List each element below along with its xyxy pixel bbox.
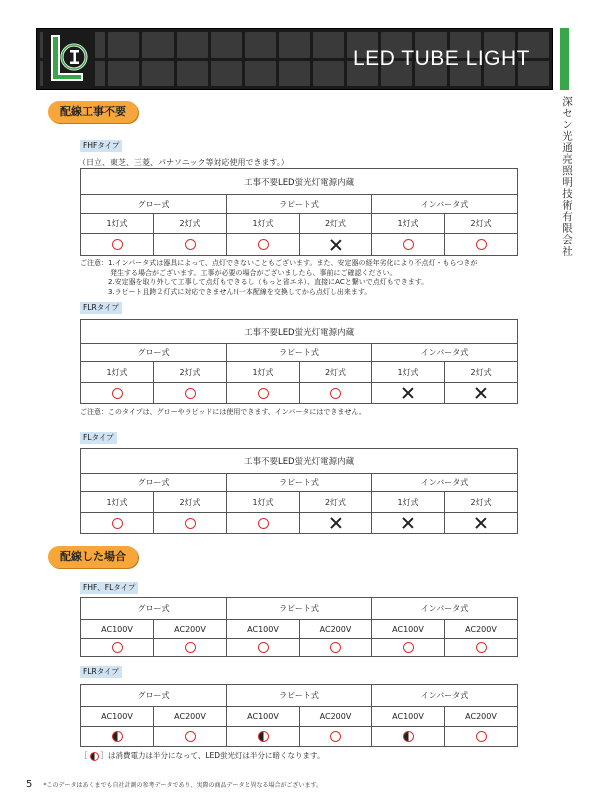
- circle-ok-icon: [112, 518, 123, 529]
- compat-cell: [445, 727, 518, 747]
- circle-ok-icon: [476, 239, 487, 250]
- circle-ok-icon: [330, 642, 341, 653]
- fhf-intro-text: （日立、東芝、三菱、パナソニック等対応使用できます。）: [78, 158, 289, 167]
- compat-cell: [300, 727, 372, 747]
- group-inverter: インバータ式: [372, 344, 518, 362]
- compat-cell: [81, 639, 154, 657]
- sub-header-cell: 1灯式: [81, 362, 154, 383]
- compat-cell: [372, 639, 445, 657]
- circle-ok-icon: [112, 239, 123, 250]
- compat-cell: [227, 513, 300, 534]
- circle-ok-icon: [258, 388, 269, 399]
- compat-cell: [227, 234, 300, 256]
- compat-cell: [300, 234, 372, 256]
- group-rapid: ラピート式: [227, 685, 372, 707]
- flr-note: ご注意：このタイプは、グローやラピッドには使用できます、インバータにはできません。: [80, 408, 366, 416]
- cross-ng-icon: [330, 239, 342, 251]
- sub-header-cell: 1灯式: [227, 214, 300, 234]
- note-line: ご注意：1.インバータ式は器具によって、点灯できないこともございます。また、安定器の経年劣化により不点灯・もらつきが: [80, 259, 478, 267]
- sub-header-cell: 1灯式: [227, 362, 300, 383]
- compat-cell: [372, 234, 445, 256]
- sub-header-cell: AC200V: [445, 620, 518, 639]
- type-label-fl: FLタイプ: [80, 432, 117, 444]
- circle-ok-icon: [185, 388, 196, 399]
- compat-cell: [445, 639, 518, 657]
- group-inverter: インバータ式: [372, 685, 518, 707]
- sub-header-cell: AC100V: [81, 620, 154, 639]
- circle-ok-icon: [112, 642, 123, 653]
- group-glow: グロー式: [81, 195, 227, 214]
- half-circle-icon: [90, 752, 99, 761]
- sub-header-cell: 2灯式: [300, 492, 372, 513]
- circle-ok-icon: [112, 388, 123, 399]
- circle-ok-icon: [258, 239, 269, 250]
- compat-cell: [81, 727, 154, 747]
- sub-header-cell: AC200V: [154, 620, 227, 639]
- page-number: 5: [26, 779, 33, 790]
- compat-cell: [81, 234, 154, 256]
- cross-ng-icon: [475, 517, 487, 529]
- circle-ok-icon: [185, 239, 196, 250]
- half-circle-icon: [403, 731, 414, 742]
- compat-cell: [300, 513, 372, 534]
- group-glow: グロー式: [81, 344, 227, 362]
- group-inverter: インバータ式: [372, 195, 518, 214]
- compat-cell: [81, 383, 154, 404]
- sub-header-cell: AC100V: [372, 620, 445, 639]
- sub-header-cell: 1灯式: [227, 492, 300, 513]
- section-label-with-wiring: 配線した場合: [48, 546, 138, 568]
- type-label-fhf: FHFタイプ: [80, 140, 122, 152]
- group-inverter: インバータ式: [372, 598, 518, 620]
- cross-ng-icon: [475, 387, 487, 399]
- type-label-flr: FLRタイプ: [80, 302, 122, 314]
- company-logo-icon: [43, 31, 95, 87]
- group-inverter: インバータ式: [372, 474, 518, 492]
- circle-ok-icon: [476, 642, 487, 653]
- sub-header-cell: AC200V: [154, 707, 227, 727]
- sub-header-cell: 2灯式: [300, 214, 372, 234]
- section-label-no-wiring: 配線工事不要: [48, 101, 138, 123]
- cross-ng-icon: [402, 387, 414, 399]
- circle-ok-icon: [185, 518, 196, 529]
- flr-spec-table: [80, 319, 518, 404]
- circle-ok-icon: [185, 731, 196, 742]
- circle-ok-icon: [330, 731, 341, 742]
- circle-ok-icon: [258, 518, 269, 529]
- circle-ok-icon: [403, 239, 414, 250]
- group-rapid: ラピート式: [227, 474, 372, 492]
- sub-header-cell: 1灯式: [372, 362, 445, 383]
- sub-header-cell: AC200V: [300, 707, 372, 727]
- sub-header-cell: 1灯式: [372, 492, 445, 513]
- circle-ok-icon: [258, 642, 269, 653]
- compat-cell: [154, 639, 227, 657]
- sub-header-cell: 2灯式: [154, 492, 227, 513]
- fl-spec-table: [80, 448, 518, 534]
- compat-cell: [227, 383, 300, 404]
- sub-header-cell: AC200V: [300, 620, 372, 639]
- compat-cell: [372, 513, 445, 534]
- circle-ok-icon: [476, 731, 487, 742]
- compat-cell: [372, 727, 445, 747]
- table-title: 工事不要LED蛍光灯電源内蔵: [81, 320, 518, 344]
- compat-cell: [445, 234, 518, 256]
- company-name-vertical: 深セン光通亮照明技術有限会社: [561, 96, 573, 257]
- sub-header-cell: 2灯式: [445, 214, 518, 234]
- header-banner: [36, 28, 553, 90]
- sub-header-cell: AC100V: [81, 707, 154, 727]
- green-accent-bar: [560, 28, 569, 90]
- sub-header-cell: 1灯式: [81, 214, 154, 234]
- sub-header-cell: AC100V: [227, 620, 300, 639]
- sub-header-cell: 1灯式: [81, 492, 154, 513]
- fhf-fl-wired-table: [80, 597, 518, 657]
- table-title: 工事不要LED蛍光灯電源内蔵: [81, 169, 518, 195]
- compat-cell: [154, 727, 227, 747]
- compat-cell: [372, 383, 445, 404]
- compat-cell: [154, 234, 227, 256]
- note-line: 発生する場合がございます。工事が必要の場合がございましたら、事前にご確認ください。: [110, 268, 397, 277]
- group-rapid: ラピート式: [227, 598, 372, 620]
- sub-header-cell: AC200V: [445, 707, 518, 727]
- sub-header-cell: 2灯式: [445, 362, 518, 383]
- note-line: 3.ラピート且跨２灯式に対応できません!(一本配線を交換してから点灯し出来ます。: [108, 287, 372, 296]
- flr-wired-table: [80, 684, 518, 747]
- compat-cell: [154, 383, 227, 404]
- sub-header-cell: 2灯式: [300, 362, 372, 383]
- sub-header-cell: 2灯式: [154, 362, 227, 383]
- sub-header-cell: 1灯式: [372, 214, 445, 234]
- half-circle-icon: [112, 731, 123, 742]
- compat-cell: [300, 639, 372, 657]
- cross-ng-icon: [402, 517, 414, 529]
- footnote: *このデータはあくまでも自社計測の参考データであり、実際の商品データと異なる場合がございます。: [43, 782, 322, 789]
- sub-header-cell: AC100V: [372, 707, 445, 727]
- compat-cell: [445, 383, 518, 404]
- fhf-spec-table: [80, 168, 518, 256]
- group-rapid: ラピート式: [227, 344, 372, 362]
- group-glow: グロー式: [81, 685, 227, 707]
- compat-cell: [227, 727, 300, 747]
- header-title: LED TUBE LIGHT: [353, 47, 530, 70]
- circle-ok-icon: [185, 642, 196, 653]
- compat-cell: [300, 383, 372, 404]
- half-circle-icon: [258, 731, 269, 742]
- sub-header-cell: AC100V: [227, 707, 300, 727]
- fhf-notes: [80, 259, 477, 297]
- note-line: 2.安定器を取り外して工事して点灯もできるし（もっと省エネ）、直接にACと繋いで点灯もできます。: [108, 278, 429, 286]
- sub-header-cell: 2灯式: [445, 492, 518, 513]
- page-footer: [26, 772, 322, 791]
- sub-header-cell: 2灯式: [154, 214, 227, 234]
- compat-cell: [445, 513, 518, 534]
- compat-cell: [81, 513, 154, 534]
- half-brightness-legend: [80, 750, 324, 761]
- circle-ok-icon: [330, 388, 341, 399]
- compat-cell: [227, 639, 300, 657]
- table-title: 工事不要LED蛍光灯電源内蔵: [81, 449, 518, 474]
- cross-ng-icon: [330, 517, 342, 529]
- group-glow: グロー式: [81, 474, 227, 492]
- legend-bracket-open: ［: [80, 751, 88, 760]
- type-label-fhf-fl: FHF、FLタイプ: [80, 582, 138, 594]
- group-rapid: ラピート式: [227, 195, 372, 214]
- legend-text: ］は消費電力は半分になって、LED蛍光灯は半分に暗くなります。: [100, 751, 325, 760]
- group-glow: グロー式: [81, 598, 227, 620]
- type-label-flr-wired: FLRタイプ: [80, 666, 122, 678]
- circle-ok-icon: [403, 642, 414, 653]
- compat-cell: [154, 513, 227, 534]
